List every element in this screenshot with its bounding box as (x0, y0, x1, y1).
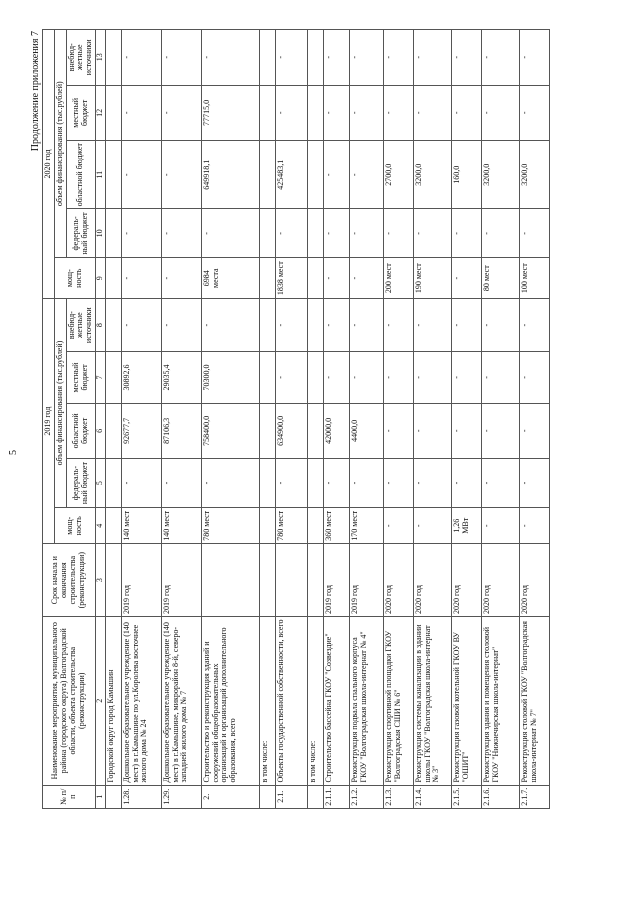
local-2020: - (451, 85, 481, 140)
extra-2019: - (161, 298, 201, 351)
row-number: 2.1.2. (349, 785, 383, 808)
table-row (307, 30, 323, 809)
index-cell: 3 (95, 544, 105, 617)
power-2020: 6984 места (201, 258, 259, 299)
local-2019: - (519, 352, 549, 403)
power-2019: 140 мест (161, 508, 201, 544)
regional-2020: 2700,0 (383, 141, 413, 209)
index-cell: 2 (95, 616, 105, 785)
header-power-2020: мощ- ность (54, 258, 95, 299)
federal-2020: - (349, 209, 383, 258)
extra-2020: - (275, 30, 307, 86)
regional-2019: - (481, 403, 519, 458)
power-2019: - (383, 508, 413, 544)
table-row (413, 30, 451, 809)
table-row (481, 30, 519, 809)
extra-2020: - (481, 30, 519, 86)
extra-2020: - (323, 30, 349, 86)
row-name: Реконструкция спортивной площадки ГКОУ "Волгоградская СШИ № 6" (383, 616, 413, 785)
table-row (121, 30, 161, 809)
federal-2020: - (481, 209, 519, 258)
table-header (43, 30, 106, 809)
header-funding-2019: объем финансирования (тыс.рублей) (54, 298, 66, 507)
power-2020: 100 мест (519, 258, 549, 299)
row-term (307, 544, 323, 617)
row-term (201, 544, 259, 617)
index-cell: 8 (95, 298, 105, 351)
power-2019: 780 мест (201, 508, 259, 544)
federal-2019 (259, 459, 275, 508)
header-power-2019: мощ- ность (54, 508, 95, 544)
local-2019: - (413, 352, 451, 403)
extra-2020: - (349, 30, 383, 86)
row-term (259, 544, 275, 617)
table-row (201, 30, 259, 809)
extra-2020: - (413, 30, 451, 86)
federal-2020: - (323, 209, 349, 258)
local-2020 (307, 85, 323, 140)
power-2020: 1838 мест (275, 258, 307, 299)
regional-2020: - (121, 141, 161, 209)
row-term: 2019 год (323, 544, 349, 617)
federal-2020: - (451, 209, 481, 258)
index-cell: 12 (95, 85, 105, 140)
federal-2019: - (323, 459, 349, 508)
federal-2020: - (413, 209, 451, 258)
power-2020: - (161, 258, 201, 299)
extra-2019: - (275, 298, 307, 351)
federal-2019: - (201, 459, 259, 508)
federal-2020: - (121, 209, 161, 258)
regional-2019: 634900,0 (275, 403, 307, 458)
power-2020: 80 мест (481, 258, 519, 299)
extra-2019: - (201, 298, 259, 351)
row-name: Реконструкция подвала спального корпуса ГКОУ "Волгоградская школа-интернат № 4" (349, 616, 383, 785)
header-extra-2020: внебюд- жетные источники (66, 30, 95, 86)
row-number (259, 785, 275, 808)
extra-2020: - (201, 30, 259, 86)
local-2020: - (121, 85, 161, 140)
federal-2020 (105, 209, 121, 258)
regional-2020 (105, 141, 121, 209)
index-cell: 5 (95, 459, 105, 508)
extra-2019: - (383, 298, 413, 351)
federal-2020: - (201, 209, 259, 258)
federal-2019 (105, 459, 121, 508)
extra-2019 (259, 298, 275, 351)
federal-2019: - (349, 459, 383, 508)
row-term: 2019 год (349, 544, 383, 617)
extra-2020 (307, 30, 323, 86)
regional-2020: 3200,0 (481, 141, 519, 209)
local-2019: 29035,4 (161, 352, 201, 403)
federal-2019: - (481, 459, 519, 508)
row-term: 2020 год (413, 544, 451, 617)
table-row (519, 30, 549, 809)
power-2020: - (323, 258, 349, 299)
extra-2019: - (519, 298, 549, 351)
federal-2020 (307, 209, 323, 258)
row-name: Объекты государственной собственности, всего (275, 616, 307, 785)
extra-2019: - (323, 298, 349, 351)
power-2019: 170 мест (349, 508, 383, 544)
row-term (275, 544, 307, 617)
power-2020 (307, 258, 323, 299)
local-2020 (105, 85, 121, 140)
row-number: 2.1. (275, 785, 307, 808)
power-2019: 780 мест (275, 508, 307, 544)
local-2019: - (349, 352, 383, 403)
index-cell: 4 (95, 508, 105, 544)
regional-2019 (307, 403, 323, 458)
row-name: Городской округ город Камышин (105, 616, 121, 785)
regional-2019: 87106,3 (161, 403, 201, 458)
table-row (383, 30, 413, 809)
power-2020: 190 мест (413, 258, 451, 299)
index-cell: 1 (95, 785, 105, 808)
power-2020 (259, 258, 275, 299)
continuation-label: Продолжение приложения 7 (30, 31, 41, 152)
row-name: Реконструкция здания и помещения столовой ГКОУ "Нижнечирская школа-интернат" (481, 616, 519, 785)
row-name: Реконструкция столовой ГКОУ "Волгоградская школа-интернат № 7" (519, 616, 549, 785)
row-name: Строительство бассейна ГКОУ "Созвездие" (323, 616, 349, 785)
regional-2020: 425483,1 (275, 141, 307, 209)
row-number: 2. (201, 785, 259, 808)
local-2020: - (413, 85, 451, 140)
local-2020: - (383, 85, 413, 140)
header-local-2019: местный бюджет (66, 352, 95, 403)
row-term: 2020 год (451, 544, 481, 617)
header-federal-2020: федераль- ный бюджет (66, 209, 95, 258)
table-row (275, 30, 307, 809)
regional-2020: 649918,1 (201, 141, 259, 209)
federal-2020: - (383, 209, 413, 258)
local-2020: - (161, 85, 201, 140)
local-2019: - (323, 352, 349, 403)
local-2019: - (275, 352, 307, 403)
row-name: Дошкольное образовательное учреждение (140 мест) в г.Камышине по ул.Королева восточнее жилого дома № 24 (121, 616, 161, 785)
local-2020: - (275, 85, 307, 140)
row-term: 2020 год (383, 544, 413, 617)
local-2020: - (323, 85, 349, 140)
federal-2019: - (275, 459, 307, 508)
federal-2020 (259, 209, 275, 258)
local-2019: - (383, 352, 413, 403)
header-funding-2020: объем финансирования (тыс.рублей) (54, 30, 66, 258)
extra-2020 (259, 30, 275, 86)
row-term: 2020 год (481, 544, 519, 617)
extra-2019: - (349, 298, 383, 351)
federal-2019: - (413, 459, 451, 508)
extra-2019 (105, 298, 121, 351)
federal-2019: - (519, 459, 549, 508)
table-row (105, 30, 121, 809)
regional-2020 (259, 141, 275, 209)
power-2020: 200 мест (383, 258, 413, 299)
table-row (161, 30, 201, 809)
regional-2020: - (349, 141, 383, 209)
table-row (349, 30, 383, 809)
regional-2019: - (519, 403, 549, 458)
local-2020: 77715,0 (201, 85, 259, 140)
regional-2019: - (383, 403, 413, 458)
regional-2020: 160,0 (451, 141, 481, 209)
local-2019 (307, 352, 323, 403)
local-2019 (259, 352, 275, 403)
regional-2019: 4400,0 (349, 403, 383, 458)
header-local-2020: местный бюджет (66, 85, 95, 140)
local-2020: - (481, 85, 519, 140)
row-number: 2.1.5. (451, 785, 481, 808)
extra-2020: - (121, 30, 161, 86)
index-cell: 7 (95, 352, 105, 403)
table-row (451, 30, 481, 809)
power-2019: - (519, 508, 549, 544)
row-name: Реконструкция системы канализации в здании школы ГКОУ "Волгоградская школа-интернат № 3" (413, 616, 451, 785)
extra-2019: - (413, 298, 451, 351)
row-number: 1.29. (161, 785, 201, 808)
regional-2020: 3200,0 (519, 141, 549, 209)
row-number: 2.1.4. (413, 785, 451, 808)
extra-2019: - (121, 298, 161, 351)
federal-2020: - (161, 209, 201, 258)
regional-2019: 42000,0 (323, 403, 349, 458)
page-number: 5 (8, 450, 19, 455)
local-2020: - (349, 85, 383, 140)
extra-2020: - (161, 30, 201, 86)
header-index-row (95, 30, 105, 809)
power-2019: - (413, 508, 451, 544)
extra-2020 (105, 30, 121, 86)
federal-2020: - (275, 209, 307, 258)
power-2020: - (349, 258, 383, 299)
header-regional-2020: областной бюджет (66, 141, 95, 209)
power-2020 (105, 258, 121, 299)
regional-2019 (105, 403, 121, 458)
header-name: Наименование мероприятия, муниципального района (городского округа) Волгоградской области, объекта строительства (реконструкции) (43, 616, 96, 785)
row-name: Дошкольное образовательное учреждение (140 мест) в г.Камышине, микрорайон 8-й, северо-западней жилого дома № 7 (161, 616, 201, 785)
regional-2019: 758400,0 (201, 403, 259, 458)
power-2019: 1,26 МВт (451, 508, 481, 544)
row-name: Строительство и реконструкция зданий и сооружений общеобразовательных организаций и организаций дополнительного образования, всего (201, 616, 259, 785)
row-name: Реконструкция газовой котельной ГКОУ ВУ "ОШИТ" (451, 616, 481, 785)
row-term: 2020 год (519, 544, 549, 617)
federal-2019: - (451, 459, 481, 508)
extra-2020: - (383, 30, 413, 86)
power-2019 (259, 508, 275, 544)
table-body (105, 30, 549, 809)
local-2019 (105, 352, 121, 403)
power-2019 (105, 508, 121, 544)
row-number (307, 785, 323, 808)
power-2020: - (121, 258, 161, 299)
row-name: в том числе: (307, 616, 323, 785)
row-number: 1.28. (121, 785, 161, 808)
regional-2019 (259, 403, 275, 458)
index-cell: 11 (95, 141, 105, 209)
regional-2020 (307, 141, 323, 209)
power-2019 (307, 508, 323, 544)
header-regional-2019: областной бюджет (66, 403, 95, 458)
index-cell: 6 (95, 403, 105, 458)
row-term (105, 544, 121, 617)
power-2019: - (481, 508, 519, 544)
header-year-2019: 2019 год (43, 298, 55, 543)
local-2019: 70300,0 (201, 352, 259, 403)
regional-2020: - (323, 141, 349, 209)
table-row (259, 30, 275, 809)
index-cell: 10 (95, 209, 105, 258)
row-term: 2019 год (161, 544, 201, 617)
header-federal-2019: федераль- ный бюджет (66, 459, 95, 508)
power-2019: 140 мест (121, 508, 161, 544)
index-cell: 9 (95, 258, 105, 299)
local-2020 (259, 85, 275, 140)
row-number: 2.1.1. (323, 785, 349, 808)
regional-2019: - (451, 403, 481, 458)
funding-table (42, 29, 550, 809)
extra-2019: - (481, 298, 519, 351)
federal-2019: - (383, 459, 413, 508)
power-2019: 360 мест (323, 508, 349, 544)
index-cell: 13 (95, 30, 105, 86)
row-name: в том числе: (259, 616, 275, 785)
row-term: 2019 год (121, 544, 161, 617)
federal-2020: - (519, 209, 549, 258)
federal-2019 (307, 459, 323, 508)
regional-2020: - (161, 141, 201, 209)
local-2020: - (519, 85, 549, 140)
regional-2019: 92677,7 (121, 403, 161, 458)
row-number: 2.1.7. (519, 785, 549, 808)
row-number: 2.1.6. (481, 785, 519, 808)
power-2020: - (451, 258, 481, 299)
row-number: 2.1.3. (383, 785, 413, 808)
extra-2020: - (519, 30, 549, 86)
extra-2019 (307, 298, 323, 351)
federal-2019: - (121, 459, 161, 508)
federal-2019: - (161, 459, 201, 508)
header-year-2020: 2020 год (43, 30, 55, 299)
extra-2020: - (451, 30, 481, 86)
local-2019: - (481, 352, 519, 403)
table-row (323, 30, 349, 809)
local-2019: - (451, 352, 481, 403)
row-number (105, 785, 121, 808)
header-extra-2019: внебюд- жетные источники (66, 298, 95, 351)
extra-2019: - (451, 298, 481, 351)
regional-2020: 3200,0 (413, 141, 451, 209)
local-2019: 30892,6 (121, 352, 161, 403)
regional-2019: - (413, 403, 451, 458)
header-no: № п/п (43, 785, 96, 808)
header-term: Срок начала и окончания строительства (реконструкции) (43, 544, 96, 617)
